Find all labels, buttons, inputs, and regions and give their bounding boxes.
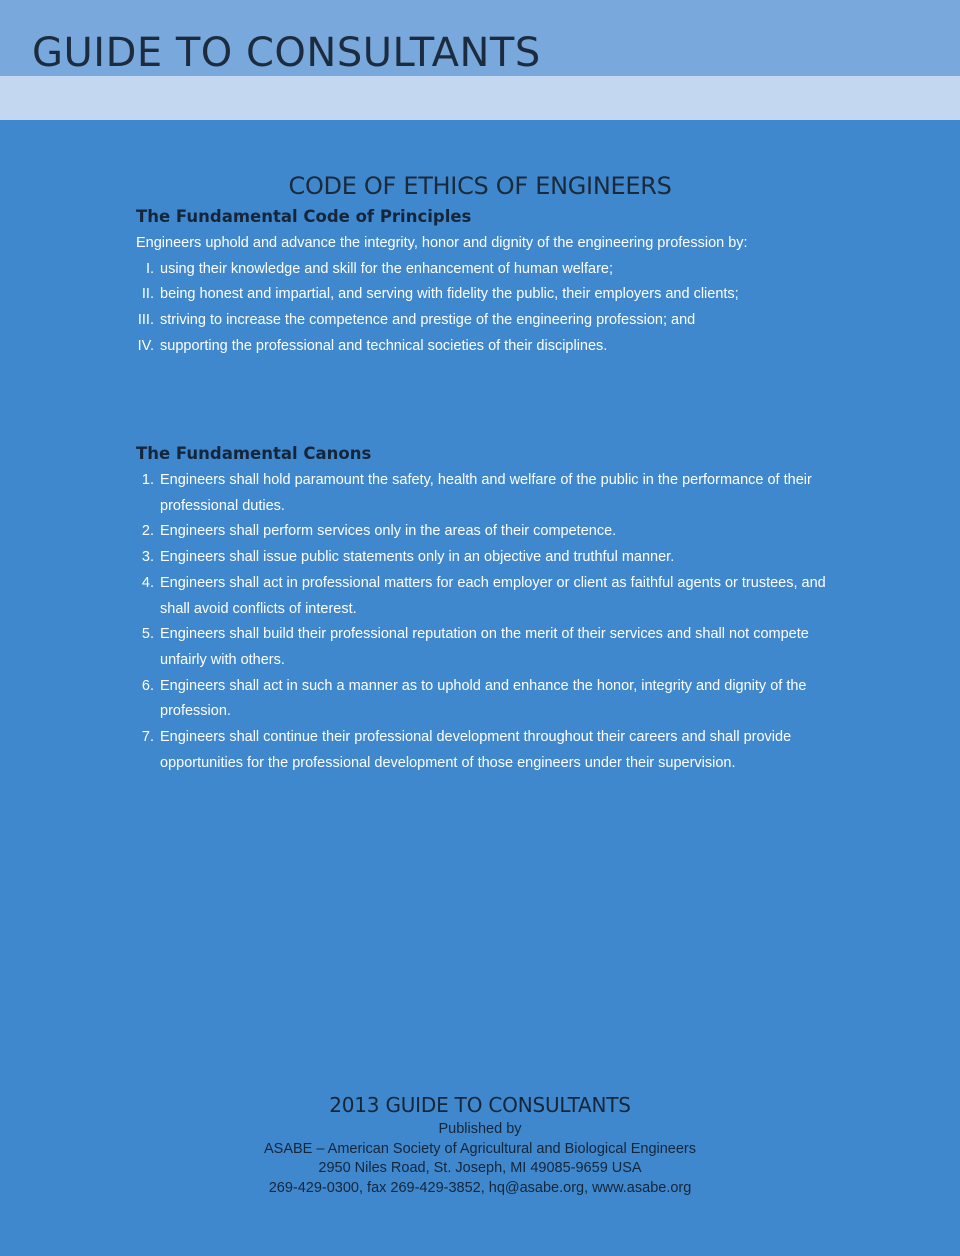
list-item <box>136 725 836 776</box>
subheader-band <box>0 76 960 120</box>
header-band <box>0 0 960 76</box>
list-item <box>136 257 836 283</box>
principles-intro: Engineers uphold and advance the integrity, honor and dignity of the engineering profession by: <box>136 235 748 251</box>
item-number: 2. <box>141 523 154 540</box>
footer <box>0 1090 960 1198</box>
item-text: being honest and impartial, and serving with fidelity the public, their employers and clients; <box>160 286 739 303</box>
item-text: Engineers shall perform services only in the areas of their competence. <box>160 523 617 540</box>
item-number: 1. <box>141 472 154 488</box>
item-text: Engineers shall build their professional reputation on the merit of their services and shall not compete unfairly with others. <box>160 626 809 668</box>
published-by: Published by <box>438 1121 522 1137</box>
item-number: 6. <box>141 677 154 694</box>
list-item <box>136 334 836 360</box>
item-number: II. <box>141 286 154 303</box>
item-number: 4. <box>141 574 154 591</box>
item-number: IV. <box>137 337 154 354</box>
item-text: Engineers shall continue their professional development throughout their careers and shall provide opportunities for the professional development of those engineers under their supervision. <box>160 729 792 771</box>
header-title: GUIDE TO CONSULTANTS <box>32 30 541 76</box>
principles-section <box>136 207 836 360</box>
footer-title: 2013 GUIDE TO CONSULTANTS <box>329 1093 631 1117</box>
document-title: CODE OF ETHICS OF ENGINEERS <box>288 172 672 200</box>
list-item <box>136 519 836 545</box>
list-item <box>136 571 836 622</box>
item-number: 7. <box>141 729 154 746</box>
list-item <box>136 468 836 519</box>
principles-list <box>136 257 836 360</box>
list-item <box>136 282 836 308</box>
item-text: Engineers shall hold paramount the safety, health and welfare of the public in the performance of their professional duties. <box>160 472 812 514</box>
canons-section <box>136 444 836 776</box>
canons-list <box>136 468 836 776</box>
list-item <box>136 674 836 725</box>
organization-name: ASABE – American Society of Agricultural and Biological Engineers <box>263 1140 696 1157</box>
item-text: using their knowledge and skill for the enhancement of human welfare; <box>160 260 613 277</box>
address: 2950 Niles Road, St. Joseph, MI 49085-9659 USA <box>318 1160 642 1176</box>
list-item <box>136 308 836 334</box>
item-text: supporting the professional and technical societies of their disciplines. <box>160 337 608 354</box>
principles-heading: The Fundamental Code of Principles <box>136 207 472 226</box>
list-item <box>136 622 836 673</box>
item-number: 5. <box>141 626 154 643</box>
canons-heading: The Fundamental Canons <box>136 444 372 463</box>
contact-info: 269-429-0300, fax 269-429-3852, hq@asabe.org, www.asabe.org <box>268 1179 692 1196</box>
item-text: striving to increase the competence and prestige of the engineering profession; and <box>160 312 696 329</box>
item-text: Engineers shall act in such a manner as to uphold and enhance the honor, integrity and dignity of the profession. <box>160 677 807 720</box>
item-text: Engineers shall act in professional matters for each employer or client as faithful agents or trustees, and shall avoid conflicts of interest. <box>160 574 826 617</box>
item-text: Engineers shall issue public statements only in an objective and truthful manner. <box>160 549 675 566</box>
item-number: 3. <box>141 549 154 566</box>
item-number: III. <box>137 312 154 329</box>
item-number: I. <box>145 260 154 277</box>
list-item <box>136 545 836 571</box>
